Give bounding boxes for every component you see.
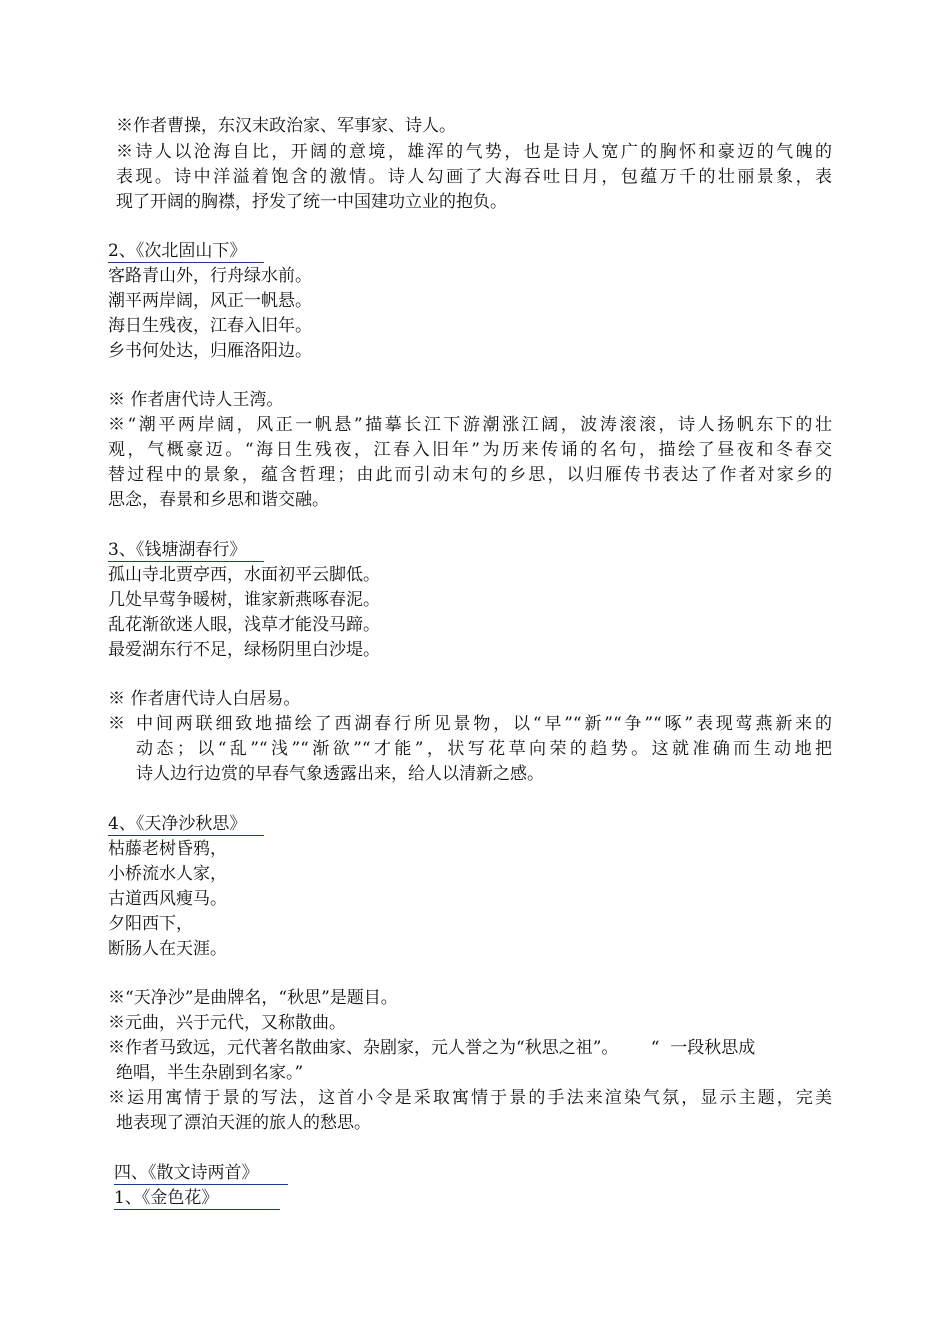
section-title: 四、《散文诗两首》 xyxy=(114,1163,259,1183)
title-underline xyxy=(108,835,264,836)
note-line: ※元曲，兴于元代，又称散曲。 xyxy=(108,1013,346,1033)
poem-line: 断肠人在天涯。 xyxy=(108,939,227,959)
text-line: ※诗人以沧海自比，开阔的意境，雄浑的气势，也是诗人宽广的胸怀和豪迈的气魄的 xyxy=(116,142,832,162)
note-line: 替过程中的景象，蕴含哲理；由此而引动末句的乡思，以归雁传书表达了作者对家乡的 xyxy=(108,465,832,485)
poem-line: 夕阳西下， xyxy=(108,914,193,934)
section-subtitle: 1、《金色花》 xyxy=(114,1188,219,1208)
poem-line: 几处早莺争暖树，谁家新燕啄春泥。 xyxy=(108,590,380,610)
poem-line: 海日生残夜，江春入旧年。 xyxy=(108,316,312,336)
title-underline xyxy=(108,561,264,562)
note-line: 诗人边行边赏的早春气象透露出来，给人以清新之感。 xyxy=(136,764,544,784)
note-line: 地表现了漂泊天涯的旅人的愁思。 xyxy=(116,1113,371,1133)
poem-line: 小桥流水人家， xyxy=(108,864,227,884)
note-line: ※ 作者唐代诗人王湾。 xyxy=(108,390,284,410)
poem-line: 潮平两岸阔，风正一帆悬。 xyxy=(108,291,312,311)
note-line: ※运用寓情于景的写法，这首小令是采取寓情于景的手法来渲染气氛，显示主题，完美 xyxy=(108,1088,832,1108)
poem-line: 乡书何处达，归雁洛阳边。 xyxy=(108,341,312,361)
note-line: ※“天净沙”是曲牌名，“秋思”是题目。 xyxy=(108,988,398,1008)
note-line: ※“潮平两岸阔，风正一帆悬”描摹长江下游潮涨江阔，波涛滚滚，诗人扬帆东下的壮 xyxy=(108,415,832,435)
note-line: 观，气概豪迈。“海日生残夜，江春入旧年”为历来传诵的名句，描绘了昼夜和冬春交 xyxy=(108,440,832,460)
poem-title: 3、《钱塘湖春行》 xyxy=(108,540,247,560)
text-line: 现了开阔的胸襟，抒发了统一中国建功立业的抱负。 xyxy=(116,192,507,212)
note-line: ※ 中间两联细致地描绘了西湖春行所见景物，以“早”“新”“争”“啄”表现莺燕新来的 xyxy=(108,714,832,734)
title-underline xyxy=(108,262,264,263)
poem-line: 最爱湖东行不足，绿杨阴里白沙堤。 xyxy=(108,640,380,660)
title-underline xyxy=(114,1209,280,1210)
poem-line: 乱花渐欲迷人眼，浅草才能没马蹄。 xyxy=(108,615,380,635)
poem-title: 2、《次北固山下》 xyxy=(108,241,247,261)
note-line: 动态；以“乱”“浅”“渐欲”“才能”，状写花草向荣的趋势。这就准确而生动地把 xyxy=(136,739,832,759)
note-line: ※作者马致远，元代著名散曲家、杂剧家，元人誉之为“秋思之祖”。 “ 一段秋思成 xyxy=(108,1038,756,1058)
note-line: ※ 作者唐代诗人白居易。 xyxy=(108,689,301,709)
poem-line: 客路青山外，行舟绿水前。 xyxy=(108,266,312,286)
note-line: 思念，春景和乡思和谐交融。 xyxy=(108,490,329,510)
text-line: 表现。诗中洋溢着饱含的激情。诗人勾画了大海吞吐日月，包蕴万千的壮丽景象，表 xyxy=(116,167,832,187)
title-underline xyxy=(114,1184,288,1185)
poem-line: 古道西风瘦马。 xyxy=(108,889,227,909)
note-line: 绝唱，半生杂剧到名家。” xyxy=(116,1063,304,1083)
poem-title: 4、《天净沙秋思》 xyxy=(108,814,247,834)
text-line: ※作者曹操，东汉末政治家、军事家、诗人。 xyxy=(116,116,456,136)
poem-line: 孤山寺北贾亭西，水面初平云脚低。 xyxy=(108,565,380,585)
poem-line: 枯藤老树昏鸦， xyxy=(108,839,227,859)
